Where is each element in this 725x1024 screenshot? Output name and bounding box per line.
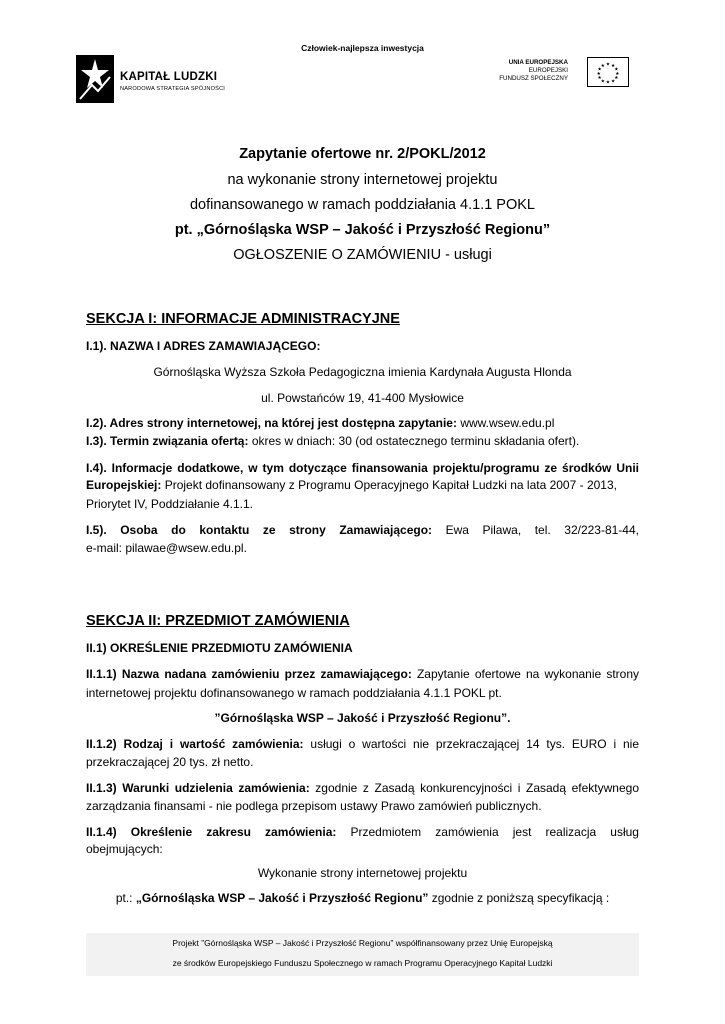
- i2-line: I.2). Adres strony internetowej, na której jest dostępna zapytanie: www.wsew.edu.pl: [86, 416, 555, 430]
- ii12-line1: II.1.2) Rodzaj i wartość zamówienia: usługi o wartości nie przekraczającej 14 tys. EURO i nie: [86, 737, 640, 751]
- ii11-line1: II.1.1) Nazwa nadana zamówieniu przez zamawiającego: Zapytanie ofertowe na wykonanie strony: [86, 667, 640, 681]
- svg-text:★: ★: [605, 62, 611, 68]
- section1-heading: SEKCJA I: INFORMACJE ADMINISTRACYJNE: [86, 311, 400, 327]
- scope-line1: Wykonanie strony internetowej projektu: [257, 866, 468, 880]
- i1-address: ul. Powstańców 19, 41-400 Mysłowice: [261, 391, 464, 405]
- section2-heading: SEKCJA II: PRZEDMIOT ZAMÓWIENIA: [86, 613, 350, 629]
- title-line2: na wykonanie strony internetowej projektu: [227, 172, 498, 188]
- svg-text:★: ★: [600, 63, 605, 69]
- i4-line3: Priorytet IV, Poddziałanie 4.1.1.: [86, 497, 253, 511]
- footer-line1: Projekt ”Górnośląska WSP – Jakość i Przyszłość Regionu” współfinansowany przez Unię Europejską: [172, 938, 553, 948]
- title-line3: dofinansowanego w ramach poddziałania 4.1.1 POKL: [189, 197, 535, 213]
- page-footer: [86, 933, 639, 976]
- i3-line: I.3). Termin związania ofertą: okres w dniach: 30 (od ostatecznego terminu składania ofert).: [86, 434, 580, 448]
- svg-text:★: ★: [614, 76, 619, 81]
- ii13-line2: zarządzania finansami - nie podlega przepisom ustawy Prawo zamówień publicznych.: [86, 799, 542, 813]
- header-slogan: Człowiek-najlepsza inwestycja: [301, 43, 424, 53]
- eu-line3: FUNDUSZ SPOŁECZNY: [499, 75, 568, 82]
- i1-name: Górnośląska Wyższa Szkoła Pedagogiczna imienia Kardynała Augusta Hlonda: [153, 365, 572, 379]
- scope-line2: pt.: „Górnośląska WSP – Jakość i Przyszłość Regionu” zgodnie z poniższą specyfikacją :: [115, 891, 610, 905]
- eu-line1: UNIA EUROPEJSKA: [508, 59, 568, 66]
- title-line4: pt. „Górnośląska WSP – Jakość i Przyszłość Regionu”: [174, 222, 551, 238]
- logo-title: KAPITAŁ LUDZKI: [120, 71, 218, 83]
- ii11-line2: internetowej projektu dofinansowanego w ramach poddziałania 4.1.1 POKL pt.: [86, 686, 502, 700]
- footer-line2: ze środków Europejskiego Funduszu Społecznego w ramach Programu Operacyjnego Kapitał Ludzki: [172, 958, 553, 968]
- ii13-line1: II.1.3) Warunki udzielenia zamówienia: zgodnie z Zasadą konkurencyjności i Zasadą efektywnego: [86, 781, 639, 795]
- svg-text:★: ★: [600, 79, 605, 85]
- svg-text:★: ★: [611, 79, 616, 85]
- ii12-line2: przekraczającej 20 tys. zł netto.: [86, 755, 254, 769]
- document-title: Zapytanie ofertowe nr. 2/POKL/2012: [239, 146, 486, 162]
- ii1-label: II.1) OKREŚLENIE PRZEDMIOTU ZAMÓWIENIA: [86, 641, 353, 655]
- eu-logo: [470, 57, 630, 89]
- i4-line2: Europejskiej: Projekt dofinansowany z Programu Operacyjnego Kapitał Ludzki na lata 2007 - 2013,: [86, 478, 617, 492]
- svg-text:★: ★: [597, 76, 602, 81]
- eu-flag-icon: [587, 57, 629, 87]
- eu-line2: EUROPEJSKI: [528, 67, 568, 74]
- ii11-title: ”Górnośląska WSP – Jakość i Przyszłość Regionu”.: [214, 711, 511, 725]
- i5-line1: I.5). Osoba do kontaktu ze strony Zamawiającego: Ewa Pilawa, tel. 32/223-81-44,: [86, 523, 639, 537]
- kapital-ludzki-logo: [76, 55, 256, 103]
- ii14-line2: obejmujących:: [86, 842, 163, 856]
- logo-subtitle: NARODOWA STRATEGIA SPÓJNOŚCI: [120, 86, 226, 92]
- ii14-line1: II.1.4) Określenie zakresu zamówienia: Przedmiotem zamówienia jest realizacja usług: [86, 825, 639, 839]
- title-line5: OGŁOSZENIE O ZAMÓWIENIU - usługi: [233, 247, 492, 263]
- svg-text:★: ★: [615, 71, 620, 77]
- svg-text:★: ★: [611, 63, 616, 69]
- svg-text:★: ★: [614, 67, 619, 73]
- i1-label: I.1). NAZWA I ADRES ZAMAWIAJĄCEGO:: [86, 339, 321, 353]
- svg-text:★: ★: [596, 71, 601, 77]
- svg-text:★: ★: [605, 80, 611, 86]
- kapital-ludzki-star-icon: [76, 55, 114, 103]
- i5-line2: e-mail: pilawae@wsew.edu.pl.: [86, 541, 247, 555]
- svg-text:★: ★: [597, 67, 602, 73]
- i4-line1: I.4). Informacje dodatkowe, w tym dotyczące finansowania projektu/programu ze środków Unii: [86, 461, 639, 475]
